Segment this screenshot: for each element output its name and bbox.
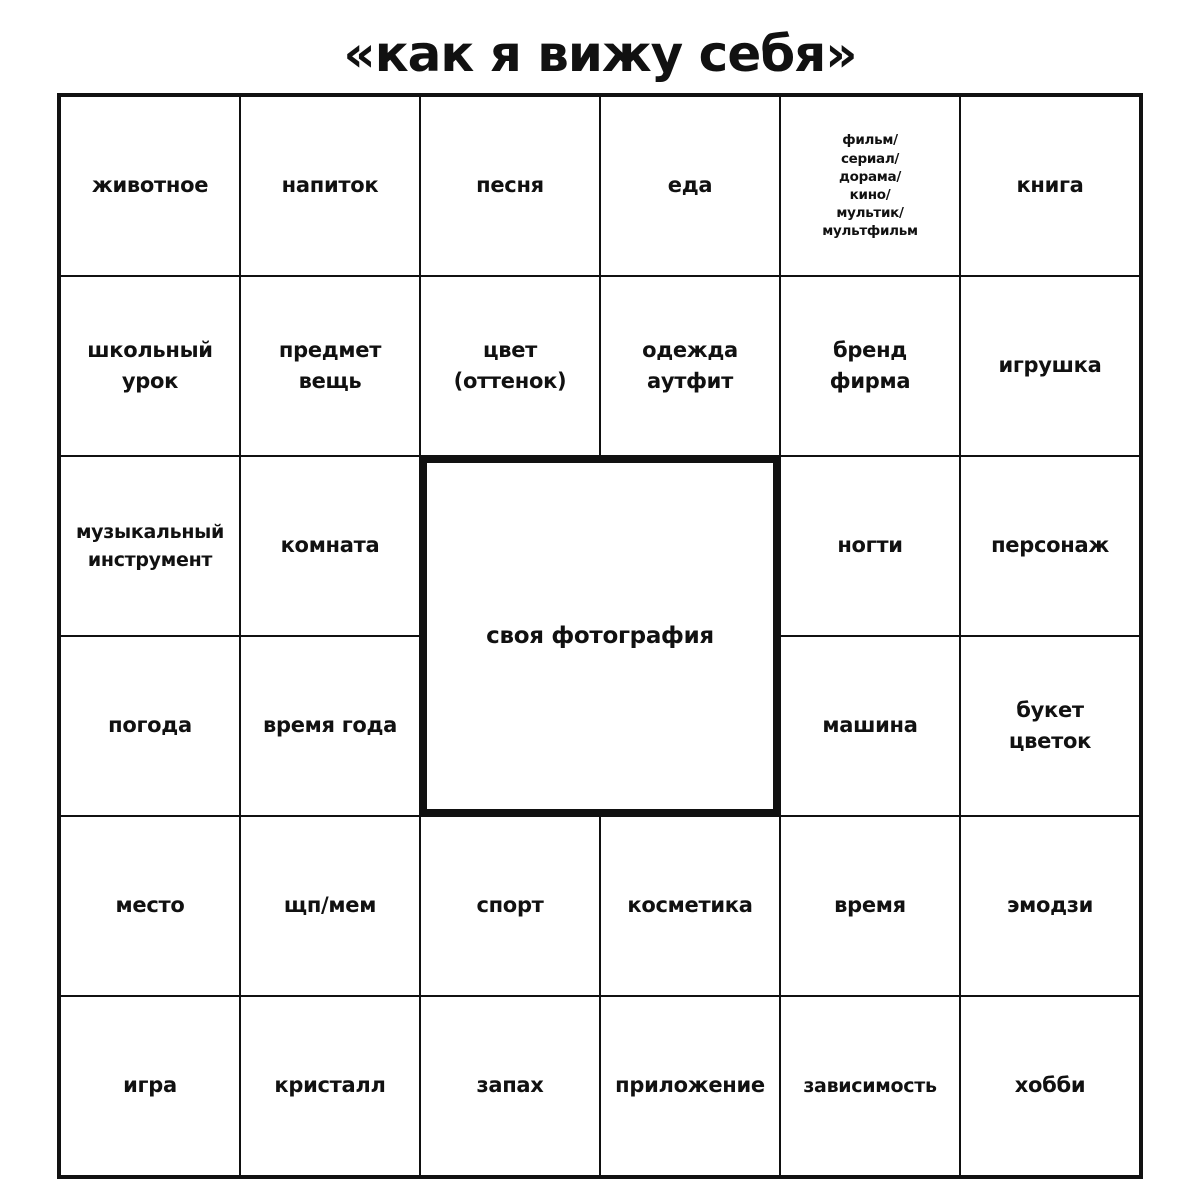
grid-cell: машина [780,636,960,816]
photo-cell: своя фотография [420,456,780,816]
grid-cell: игрушка [960,276,1140,456]
grid-cell: эмодзи [960,816,1140,996]
grid-cell: книга [960,96,1140,276]
grid-cell: приложение [600,996,780,1176]
grid-cell: комната [240,456,420,636]
grid-cell: песня [420,96,600,276]
grid-cell: предмет вещь [240,276,420,456]
grid-cell: запах [420,996,600,1176]
grid-cell: ногти [780,456,960,636]
grid-cell: фильм/ сериал/ дорама/ кино/ мультик/ мультфильм [780,96,960,276]
grid-cell: букет цветок [960,636,1140,816]
grid-cell: время года [240,636,420,816]
grid-cell: персонаж [960,456,1140,636]
grid-cell: одежда аутфит [600,276,780,456]
grid-cell: бренд фирма [780,276,960,456]
grid-cell: погода [60,636,240,816]
grid-cell: музыкальный инструмент [60,456,240,636]
grid-cell: школьный урок [60,276,240,456]
grid-cell: напиток [240,96,420,276]
grid-cell: еда [600,96,780,276]
grid-cell: цвет (оттенок) [420,276,600,456]
grid-cell: кристалл [240,996,420,1176]
grid-cell: косметика [600,816,780,996]
grid-cell: место [60,816,240,996]
grid-cell: зависимость [780,996,960,1176]
bingo-grid [57,93,1143,1179]
grid-cell: спорт [420,816,600,996]
grid-cell: животное [60,96,240,276]
grid-cell: хобби [960,996,1140,1176]
grid-cell: игра [60,996,240,1176]
grid-cell: щп/мем [240,816,420,996]
page-title: «как я вижу себя» [343,25,857,83]
grid-cell: время [780,816,960,996]
